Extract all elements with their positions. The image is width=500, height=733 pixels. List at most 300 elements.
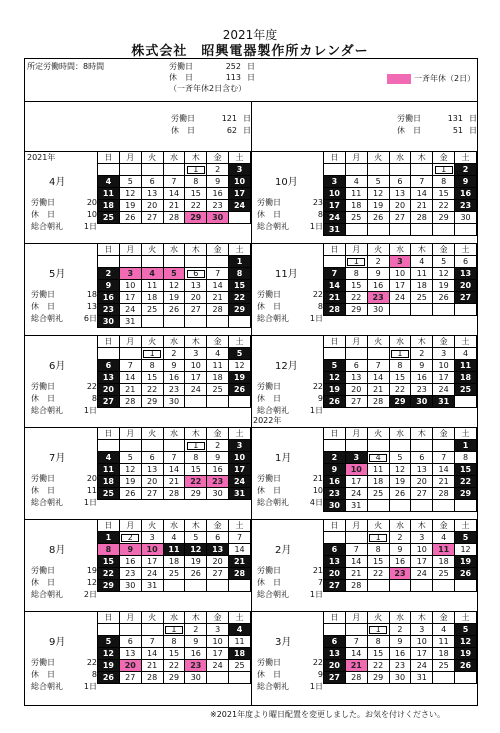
day-cell: 10	[345, 464, 367, 476]
day-cell: 2	[367, 256, 389, 268]
day-cell: 28	[345, 580, 367, 592]
day-cell	[119, 348, 141, 360]
month-summary: 労働日 22 休 日 8 総合朝礼 1日	[257, 290, 323, 323]
day-cell: 26	[455, 660, 477, 672]
day-cell	[163, 316, 185, 328]
day-cell	[98, 348, 120, 360]
day-cell	[345, 624, 367, 636]
day-cell: 2	[163, 348, 185, 360]
day-cell	[207, 580, 229, 592]
day-cell: 18	[207, 372, 229, 384]
month-grid	[97, 243, 251, 328]
day-cell: 2	[185, 624, 207, 636]
month-grid	[323, 335, 477, 408]
month-summary: 労働日 22 休 日 8 総合朝礼 1日	[31, 382, 97, 415]
weekday-header: 水	[389, 244, 411, 256]
first-half-totals: 労働日 121 日 休 日 62 日	[171, 114, 251, 135]
day-cell: 20	[141, 476, 163, 488]
weekday-header: 金	[433, 520, 455, 532]
day-cell	[433, 580, 455, 592]
day-cell: 23	[98, 304, 120, 316]
day-cell: 28	[207, 304, 229, 316]
month-summary: 労働日 21 休 日 10 総合朝礼 4日	[257, 474, 323, 507]
weekday-header: 月	[345, 612, 367, 624]
weekday-header: 水	[389, 152, 411, 164]
day-cell: 8	[229, 268, 251, 280]
day-cell: 1	[345, 256, 367, 268]
day-cell: 8	[163, 636, 185, 648]
day-cell: 17	[229, 188, 251, 200]
day-cell: 26	[389, 488, 411, 500]
day-cell: 23	[389, 660, 411, 672]
day-cell: 7	[207, 268, 229, 280]
day-cell: 7	[141, 636, 163, 648]
day-cell: 21	[367, 384, 389, 396]
day-cell	[119, 440, 141, 452]
day-cell: 17	[207, 648, 229, 660]
month-summary: 労働日 20 休 日 10 総合朝礼 1日	[31, 198, 97, 231]
day-cell: 10	[411, 636, 433, 648]
weekday-header: 月	[119, 244, 141, 256]
day-cell: 4	[163, 532, 185, 544]
day-cell: 17	[324, 200, 346, 212]
day-cell: 9	[119, 544, 141, 556]
month-grid	[323, 151, 477, 236]
day-cell: 17	[345, 476, 367, 488]
day-cell: 5	[98, 636, 120, 648]
weekday-header: 金	[433, 612, 455, 624]
day-cell: 24	[433, 384, 455, 396]
day-cell: 18	[98, 200, 120, 212]
weekday-header: 火	[367, 152, 389, 164]
weekday-header: 月	[119, 520, 141, 532]
day-cell: 25	[141, 304, 163, 316]
weekday-header: 土	[229, 428, 251, 440]
weekday-header: 月	[119, 612, 141, 624]
day-cell	[411, 304, 433, 316]
month-block	[251, 335, 477, 427]
weekday-header: 日	[98, 520, 120, 532]
day-cell: 13	[141, 188, 163, 200]
day-cell: 27	[389, 212, 411, 224]
day-cell: 6	[119, 636, 141, 648]
day-cell	[389, 440, 411, 452]
year-label: 2022年	[253, 416, 282, 425]
day-cell	[141, 316, 163, 328]
month-block	[25, 335, 251, 427]
day-cell: 30	[163, 396, 185, 408]
month-block	[251, 611, 477, 703]
weekday-header: 水	[389, 612, 411, 624]
day-cell: 23	[389, 568, 411, 580]
day-cell: 28	[141, 672, 163, 684]
day-cell: 18	[98, 476, 120, 488]
day-cell	[455, 224, 477, 236]
day-cell: 11	[229, 636, 251, 648]
day-cell: 20	[455, 280, 477, 292]
day-cell: 4	[98, 452, 120, 464]
day-cell: 15	[367, 556, 389, 568]
day-cell: 31	[345, 500, 367, 512]
weekday-header: 土	[229, 336, 251, 348]
day-cell: 15	[98, 556, 120, 568]
day-cell: 24	[119, 304, 141, 316]
month-block	[251, 519, 477, 611]
day-cell: 31	[324, 224, 346, 236]
day-cell: 1	[367, 532, 389, 544]
day-cell: 8	[433, 176, 455, 188]
day-cell: 16	[367, 280, 389, 292]
legend: 一斉年休（2日）	[387, 73, 475, 84]
day-cell: 14	[119, 372, 141, 384]
day-cell: 25	[367, 488, 389, 500]
day-cell: 14	[163, 464, 185, 476]
day-cell	[345, 224, 367, 236]
day-cell: 10	[324, 188, 346, 200]
weekday-header: 木	[411, 520, 433, 532]
day-cell: 1	[185, 164, 207, 176]
day-cell: 24	[411, 660, 433, 672]
day-cell: 6	[411, 452, 433, 464]
day-cell: 22	[98, 568, 120, 580]
day-cell: 10	[141, 544, 163, 556]
day-cell: 31	[119, 316, 141, 328]
month-name: 6月	[49, 361, 66, 372]
weekday-header: 土	[229, 152, 251, 164]
day-cell: 26	[324, 396, 346, 408]
day-cell: 3	[185, 348, 207, 360]
day-cell: 16	[389, 556, 411, 568]
day-cell: 21	[119, 384, 141, 396]
day-cell	[433, 304, 455, 316]
day-cell: 15	[433, 188, 455, 200]
month-block	[25, 519, 251, 611]
month-name: 3月	[275, 637, 292, 648]
day-cell	[389, 164, 411, 176]
day-cell: 25	[98, 212, 120, 224]
month-name: 7月	[49, 453, 66, 464]
day-cell: 6	[141, 176, 163, 188]
day-cell: 13	[207, 544, 229, 556]
day-cell: 21	[324, 292, 346, 304]
day-cell: 26	[163, 304, 185, 316]
day-cell: 11	[433, 636, 455, 648]
day-cell: 21	[141, 660, 163, 672]
weekday-header: 日	[324, 520, 346, 532]
day-cell: 31	[411, 672, 433, 684]
day-cell: 25	[433, 568, 455, 580]
day-cell: 7	[229, 532, 251, 544]
day-cell: 26	[433, 292, 455, 304]
day-cell: 5	[367, 176, 389, 188]
day-cell: 9	[411, 360, 433, 372]
weekday-header: 金	[207, 520, 229, 532]
day-cell: 13	[389, 188, 411, 200]
day-cell: 19	[185, 556, 207, 568]
day-cell: 28	[229, 568, 251, 580]
weekday-header: 水	[389, 520, 411, 532]
day-cell: 1	[163, 624, 185, 636]
day-cell: 18	[367, 476, 389, 488]
day-cell: 9	[163, 360, 185, 372]
weekday-header: 月	[345, 336, 367, 348]
weekday-header: 月	[345, 428, 367, 440]
day-cell: 25	[229, 660, 251, 672]
day-cell: 28	[163, 212, 185, 224]
day-cell: 25	[207, 384, 229, 396]
day-cell	[163, 164, 185, 176]
weekday-header: 金	[207, 336, 229, 348]
day-cell: 2	[389, 624, 411, 636]
day-cell: 23	[119, 568, 141, 580]
day-cell: 11	[98, 464, 120, 476]
day-cell: 4	[141, 268, 163, 280]
day-cell: 15	[345, 280, 367, 292]
day-cell: 11	[411, 268, 433, 280]
weekday-header: 木	[185, 612, 207, 624]
weekday-header: 土	[455, 244, 477, 256]
day-cell	[389, 304, 411, 316]
month-name: 8月	[49, 545, 66, 556]
weekday-header: 月	[345, 152, 367, 164]
day-cell: 13	[324, 648, 346, 660]
weekday-header: 土	[455, 152, 477, 164]
day-cell: 21	[345, 568, 367, 580]
day-cell: 23	[455, 200, 477, 212]
month-grid	[323, 519, 477, 592]
day-cell: 8	[185, 176, 207, 188]
day-cell: 2	[324, 452, 346, 464]
weekday-header: 火	[367, 336, 389, 348]
month-name: 2月	[275, 545, 292, 556]
weekday-header: 火	[367, 520, 389, 532]
weekday-header: 火	[141, 612, 163, 624]
day-cell: 20	[324, 568, 346, 580]
day-cell: 5	[324, 360, 346, 372]
day-cell	[411, 580, 433, 592]
day-cell: 31	[229, 488, 251, 500]
day-cell: 31	[141, 580, 163, 592]
day-cell: 20	[411, 476, 433, 488]
day-cell: 27	[141, 212, 163, 224]
day-cell: 14	[163, 188, 185, 200]
month-summary: 労働日 20 休 日 11 総合朝礼 1日	[31, 474, 97, 507]
weekday-header: 木	[411, 244, 433, 256]
day-cell: 9	[98, 280, 120, 292]
day-cell	[119, 164, 141, 176]
weekday-header: 月	[345, 244, 367, 256]
day-cell: 23	[207, 476, 229, 488]
day-cell: 14	[345, 556, 367, 568]
day-cell	[163, 440, 185, 452]
day-cell: 11	[141, 280, 163, 292]
day-cell	[229, 396, 251, 408]
footnote: ※2021年度より曜日配置を変更しました。お気を付けください。	[210, 710, 446, 719]
day-cell: 10	[389, 268, 411, 280]
weekday-header: 木	[411, 336, 433, 348]
day-cell: 12	[119, 464, 141, 476]
day-cell: 19	[367, 200, 389, 212]
day-cell	[345, 532, 367, 544]
day-cell	[411, 440, 433, 452]
day-cell: 3	[324, 176, 346, 188]
month-summary: 労働日 21 休 日 7 総合朝礼 1日	[257, 566, 323, 599]
day-cell: 15	[141, 372, 163, 384]
weekday-header: 土	[455, 520, 477, 532]
day-cell: 24	[389, 292, 411, 304]
day-cell: 12	[455, 636, 477, 648]
weekday-header: 火	[367, 612, 389, 624]
day-cell: 23	[185, 660, 207, 672]
day-cell: 6	[207, 532, 229, 544]
day-cell	[433, 500, 455, 512]
day-cell: 26	[119, 488, 141, 500]
day-cell	[207, 256, 229, 268]
day-cell: 29	[185, 212, 207, 224]
weekday-header: 月	[119, 152, 141, 164]
day-cell: 12	[185, 544, 207, 556]
day-cell: 14	[324, 280, 346, 292]
day-cell: 1	[455, 440, 477, 452]
day-cell: 11	[433, 544, 455, 556]
weekday-header: 土	[229, 520, 251, 532]
month-block	[25, 427, 251, 519]
day-cell: 28	[367, 396, 389, 408]
day-cell	[367, 164, 389, 176]
day-cell: 1	[185, 440, 207, 452]
day-cell: 6	[324, 636, 346, 648]
day-cell: 29	[345, 304, 367, 316]
day-cell: 16	[207, 464, 229, 476]
day-cell: 6	[345, 360, 367, 372]
day-cell: 22	[345, 292, 367, 304]
day-cell: 15	[185, 188, 207, 200]
month-grid	[323, 243, 477, 316]
day-cell: 22	[389, 384, 411, 396]
day-cell: 14	[411, 188, 433, 200]
day-cell	[324, 532, 346, 544]
day-cell: 5	[119, 176, 141, 188]
month-name: 9月	[49, 637, 66, 648]
day-cell: 18	[455, 372, 477, 384]
day-cell: 21	[163, 476, 185, 488]
weekday-header: 火	[141, 520, 163, 532]
day-cell: 29	[229, 304, 251, 316]
day-cell	[324, 440, 346, 452]
day-cell: 18	[141, 292, 163, 304]
day-cell: 2	[119, 532, 141, 544]
weekday-header: 火	[141, 336, 163, 348]
day-cell	[433, 440, 455, 452]
day-cell: 12	[389, 464, 411, 476]
day-cell: 24	[141, 568, 163, 580]
day-cell: 18	[345, 200, 367, 212]
day-cell: 27	[185, 304, 207, 316]
day-cell	[455, 672, 477, 684]
day-cell: 21	[163, 200, 185, 212]
day-cell: 19	[119, 476, 141, 488]
day-cell: 18	[433, 648, 455, 660]
day-cell: 4	[207, 348, 229, 360]
day-cell: 28	[345, 672, 367, 684]
day-cell	[389, 500, 411, 512]
day-cell: 12	[163, 280, 185, 292]
day-cell: 19	[163, 292, 185, 304]
day-cell	[367, 500, 389, 512]
day-cell: 26	[229, 384, 251, 396]
day-cell: 29	[367, 672, 389, 684]
day-cell	[229, 672, 251, 684]
day-cell: 25	[98, 488, 120, 500]
day-cell: 30	[367, 304, 389, 316]
day-cell	[207, 396, 229, 408]
weekday-header: 日	[98, 428, 120, 440]
day-cell: 15	[229, 280, 251, 292]
day-cell: 30	[119, 580, 141, 592]
day-cell: 2	[207, 164, 229, 176]
day-cell	[411, 500, 433, 512]
day-cell: 29	[98, 580, 120, 592]
day-cell: 22	[455, 476, 477, 488]
weekday-header: 木	[185, 152, 207, 164]
day-cell: 18	[433, 556, 455, 568]
day-cell	[389, 224, 411, 236]
month-block	[25, 151, 251, 243]
day-cell: 15	[367, 648, 389, 660]
day-cell: 2	[389, 532, 411, 544]
day-cell: 11	[98, 188, 120, 200]
day-cell: 10	[229, 176, 251, 188]
day-cell: 16	[411, 372, 433, 384]
month-grid	[97, 611, 251, 684]
day-cell: 29	[185, 488, 207, 500]
day-cell: 19	[229, 372, 251, 384]
month-summary: 労働日 22 休 日 8 総合朝礼 1日	[31, 658, 97, 691]
day-cell	[119, 256, 141, 268]
weekday-header: 日	[98, 336, 120, 348]
day-cell: 11	[207, 360, 229, 372]
weekday-header: 日	[324, 244, 346, 256]
day-cell: 29	[433, 212, 455, 224]
day-cell: 13	[98, 372, 120, 384]
day-cell: 6	[324, 544, 346, 556]
day-cell: 22	[229, 292, 251, 304]
day-cell: 27	[98, 396, 120, 408]
day-cell: 28	[163, 488, 185, 500]
month-block	[251, 151, 477, 243]
day-cell: 4	[411, 256, 433, 268]
day-cell: 3	[411, 532, 433, 544]
day-cell: 27	[455, 292, 477, 304]
weekday-header: 金	[433, 336, 455, 348]
day-cell: 19	[98, 660, 120, 672]
day-cell: 24	[324, 212, 346, 224]
weekday-header: 日	[98, 244, 120, 256]
day-cell: 11	[455, 360, 477, 372]
day-cell: 14	[207, 280, 229, 292]
day-cell: 17	[229, 464, 251, 476]
day-cell: 8	[345, 268, 367, 280]
day-cell	[185, 580, 207, 592]
day-cell: 20	[119, 660, 141, 672]
day-cell	[345, 440, 367, 452]
day-cell: 6	[389, 176, 411, 188]
day-cell	[324, 164, 346, 176]
day-cell: 2	[455, 164, 477, 176]
weekday-header: 土	[455, 336, 477, 348]
month-block	[251, 416, 477, 519]
day-cell: 8	[98, 544, 120, 556]
